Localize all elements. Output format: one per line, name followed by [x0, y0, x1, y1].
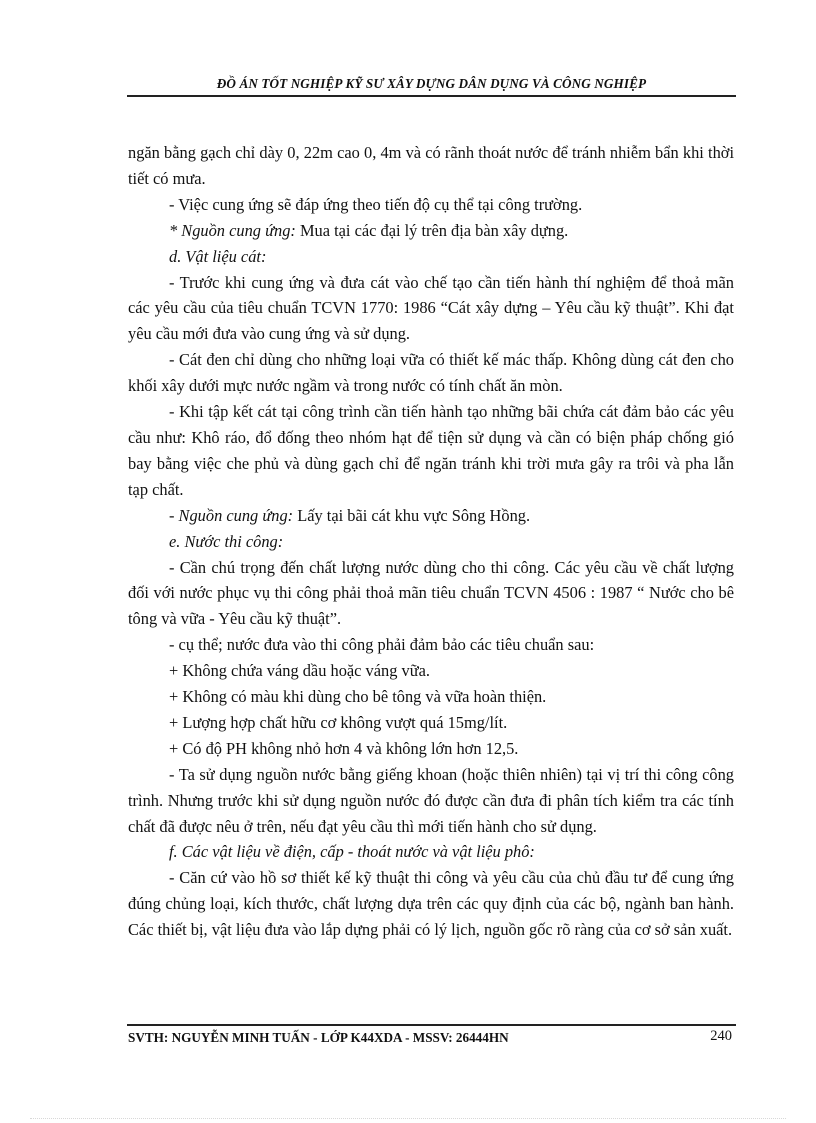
paragraph-12: + Không chứa váng dầu hoặc váng vữa.	[169, 661, 430, 681]
footer-student-info: SVTH: NGUYỄN MINH TUẤN - LỚP K44XDA - MSSV: 26444HN	[128, 1030, 509, 1045]
section-heading-e: e. Nước thi công:	[169, 531, 284, 551]
paragraph-8-lead: - Nguồn cung ứng:	[169, 505, 294, 525]
paragraph-3-lead: * Nguồn cung ứng:	[169, 220, 296, 240]
paragraph-3-text: Mua tại các đại lý trên địa bàn xây dựng.	[295, 220, 569, 240]
body-text	[128, 140, 734, 943]
paragraph-6: - Cát đen chỉ dùng cho những loại vữa có thiết kế mác thấp. Không dùng cát đen cho khối xây dưới mực nước ngầm và trong nước có tính chất ăn mòn.	[128, 350, 734, 396]
header-rule	[127, 95, 736, 97]
paragraph-15: + Có độ PH không nhỏ hơn 4 và không lớn hơn 12,5.	[169, 738, 519, 758]
page-bottom-dotted-line	[30, 1118, 786, 1119]
paragraph-2: - Việc cung ứng sẽ đáp ứng theo tiến độ cụ thể tại công trường.	[169, 194, 583, 214]
paragraph-5: - Trước khi cung ứng và đưa cát vào chế tạo cần tiến hành thí nghiệm để thoả mãn các yêu cầu của tiêu chuẩn TCVN 1770: 1986 “Cát xây dựng – Yêu cầu kỹ thuật”. Khi đạt yêu cầu mới đưa vào cung ứng và sử dụng.	[128, 272, 734, 344]
paragraph-13: + Không có màu khi dùng cho bê tông và vữa hoàn thiện.	[169, 687, 547, 707]
section-heading-d: d. Vật liệu cát:	[169, 246, 267, 266]
section-heading-f: f. Các vật liệu về điện, cấp - thoát nước và vật liệu phô:	[169, 842, 535, 862]
paragraph-7: - Khi tập kết cát tại công trình cần tiến hành tạo những bãi chứa cát đảm bảo các yêu cầu như: Khô ráo, đổ đống theo nhóm hạt để tiện sử dụng và cần có biện pháp chống gió bay bằng việc che phủ và dùng gạch chỉ để ngăn tránh khi trời mưa gây ra trôi và pha lẫn tạp chất.	[128, 402, 734, 499]
paragraph-3	[128, 218, 734, 244]
paragraph-11: - cụ thể; nước đưa vào thi công phải đảm bảo các tiêu chuẩn sau:	[169, 635, 595, 655]
footer-rule	[127, 1024, 736, 1026]
paragraph-10: - Cần chú trọng đến chất lượng nước dùng cho thi công. Các yêu cầu về chất lượng đối với nước phục vụ thi công phải thoả mãn tiêu chuẩn TCVN 4506 : 1987 “ Nước cho bê tông và vữa - Yêu cầu kỹ thuật”.	[128, 557, 734, 629]
page-header: ĐỒ ÁN TỐT NGHIỆP KỸ SƯ XÂY DỰNG DÂN DỤNG VÀ CÔNG NGHIỆP	[216, 76, 647, 91]
paragraph-8	[128, 503, 734, 529]
paragraph-1: ngăn bằng gạch chỉ dày 0, 22m cao 0, 4m và có rãnh thoát nước để tránh nhiễm bẩn khi thời tiết có mưa.	[128, 143, 734, 188]
paragraph-16: - Ta sử dụng nguồn nước bằng giếng khoan (hoặc thiên nhiên) tại vị trí thi công công trình. Nhưng trước khi sử dụng nguồn nước đó được cần đưa đi phân tích kiểm tra các tính chất đã được nêu ở trên, nếu đạt yêu cầu thì mới tiến hành cho sử dụng.	[128, 764, 734, 836]
paragraph-14: + Lượng hợp chất hữu cơ không vượt quá 15mg/lít.	[169, 712, 508, 732]
page-number: 240	[710, 1028, 732, 1044]
paragraph-18: - Căn cứ vào hồ sơ thiết kế kỹ thuật thi công và yêu cầu của chủ đầu tư để cung ứng đúng chủng loại, kích thước, chất lượng dựa trên các quy định của các bộ, ngành ban hành. Các thiết bị, vật liệu đưa vào lắp dựng phải có lý lịch, nguồn gốc rõ ràng của cơ sở sản xuất.	[128, 868, 734, 940]
paragraph-8-text: Lấy tại bãi cát khu vực Sông Hồng.	[293, 505, 531, 525]
